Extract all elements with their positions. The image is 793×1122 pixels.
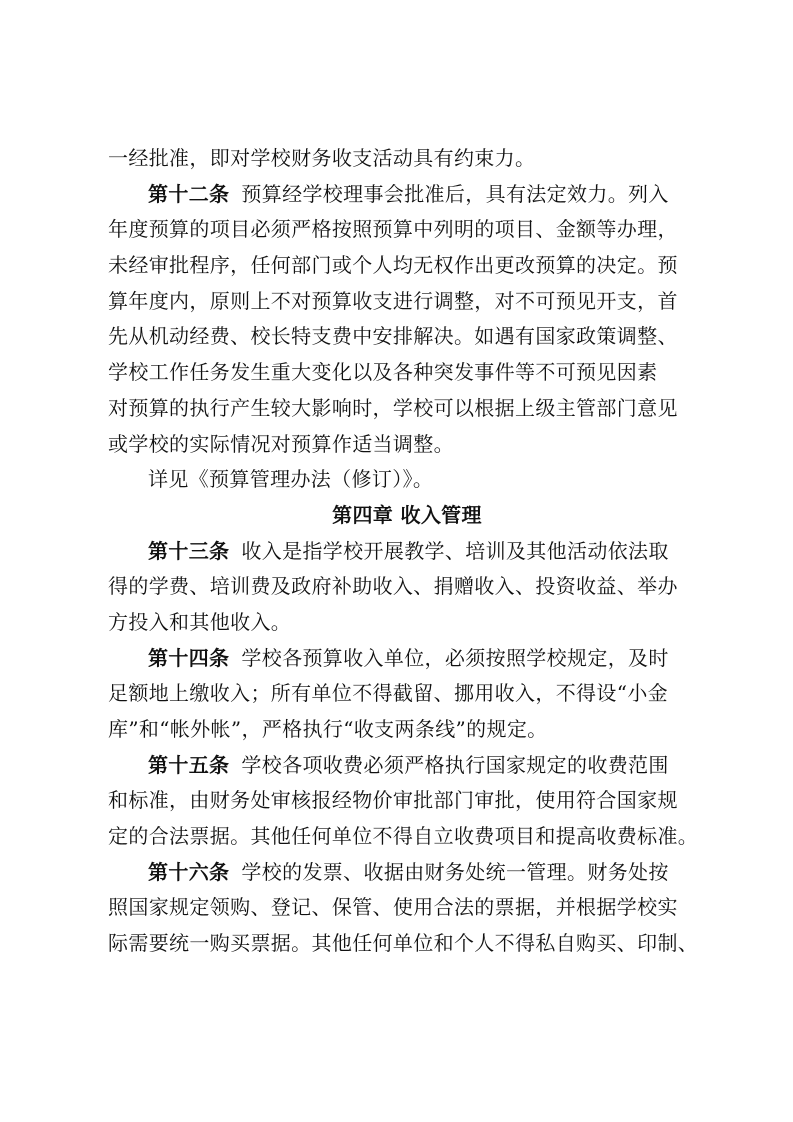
article-15-number: 第十五条 [148,752,230,777]
article-12-reference: 详见《预算管理办法（修订）》。 [148,467,434,492]
article-12-number: 第十二条 [148,181,230,206]
continuation-line: 一经批准，即对学校财务收支活动具有约束力。 [108,146,536,170]
article-12-line-4: 算年度内，原则上不对预算收支进行调整，对不可预见开支，首 [108,288,678,313]
article-15-line-2: 和标准，由财务处审核报经物价审批部门审批，使用符合国家规 [108,788,678,813]
article-13-text: 收入是指学校开展教学、培训及其他活动依法取 [241,538,669,563]
article-12-line-1 [108,177,706,213]
article-12-line-5: 先从机动经费、校长特支费中安排解决。如遇有国家政策调整、 [108,324,678,349]
article-14-number: 第十四条 [148,645,230,670]
article-14-line-3: 库”和“帐外帐”，严格执行“收支两条线”的规定。 [108,717,548,741]
article-15-text: 学校各项收费必须严格执行国家规定的收费范围 [241,752,669,777]
article-12-text: 预算经学校理事会批准后，具有法定效力。列入 [241,181,669,206]
article-14-line-1 [108,641,706,677]
article-16-line-1 [108,855,706,891]
article-14-line-2: 足额地上缴收入；所有单位不得截留、挪用收入，不得设“小金 [108,681,669,706]
article-15-line-1 [108,748,706,784]
article-16-line-2: 照国家规定领购、登记、保管、使用合法的票据，并根据学校实 [108,895,678,920]
article-13-line-1 [108,534,706,570]
article-13-line-3: 方投入和其他收入。 [108,609,292,634]
article-15-line-3: 定的合法票据。其他任何单位不得自立收费项目和提高收费标准。 [108,824,699,849]
article-12-line-2: 年度预算的项目必须严格按照预算中列明的项目、金额等办理， [108,217,678,242]
article-16-line-3: 际需要统一购买票据。其他任何单位和个人不得私自购买、印制、 [108,931,699,956]
article-12-line-7: 对预算的执行产生较大影响时，学校可以根据上级主管部门意见 [108,395,678,420]
article-16-number: 第十六条 [148,859,230,884]
document-page [108,141,706,962]
article-12-line-8: 或学校的实际情况对预算作适当调整。 [108,431,454,456]
article-12-line-3: 未经审批程序，任何部门或个人均无权作出更改预算的决定。预 [108,253,678,278]
article-14-text: 学校各预算收入单位，必须按照学校规定，及时 [241,645,669,670]
article-16-text: 学校的发票、收据由财务处统一管理。财务处按 [241,859,669,884]
chapter-title: 第四章 收入管理 [332,502,482,527]
article-12-line-6: 学校工作任务发生重大变化以及各种突发事件等不可预见因素 [108,360,658,385]
article-13-number: 第十三条 [148,538,230,563]
article-13-line-2: 得的学费、培训费及政府补助收入、捐赠收入、投资收益、举办 [108,574,678,599]
